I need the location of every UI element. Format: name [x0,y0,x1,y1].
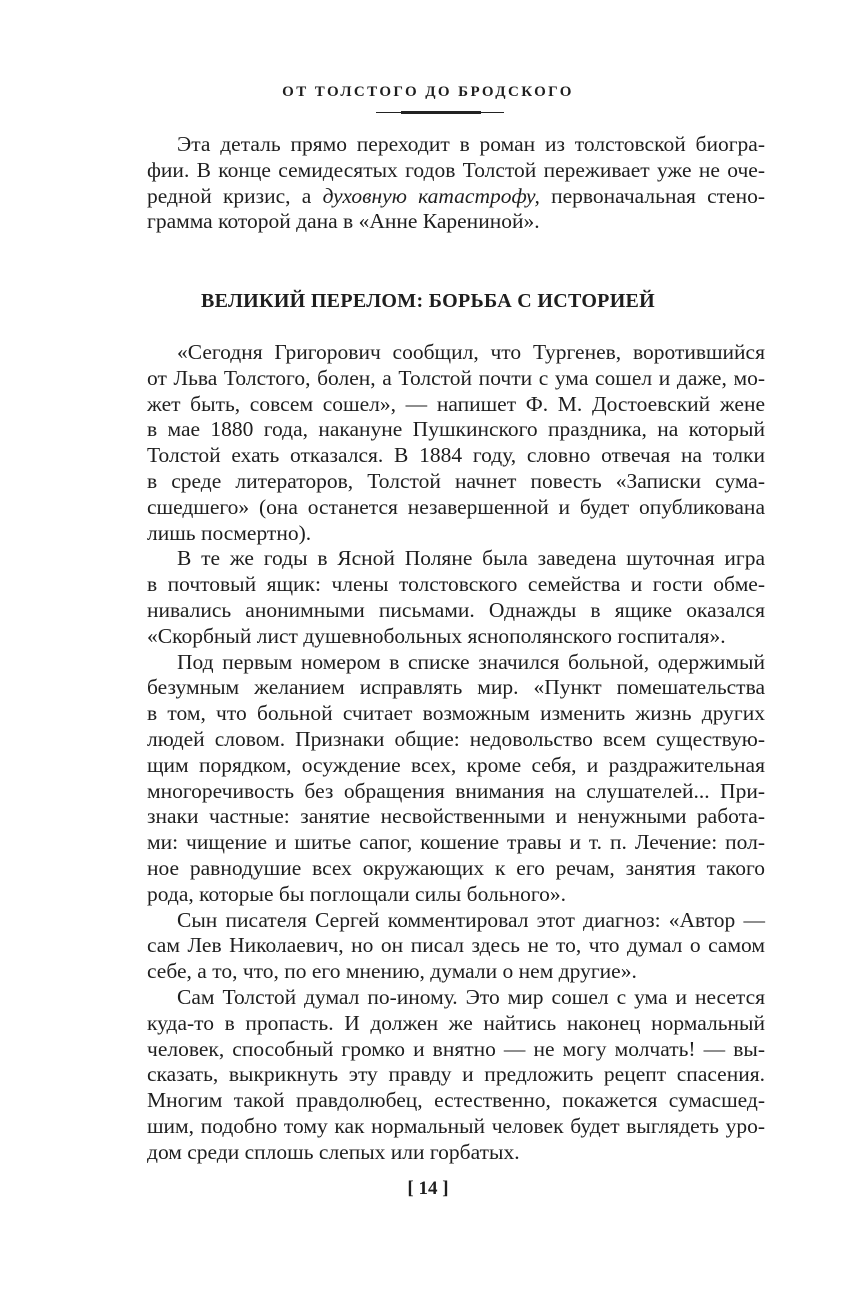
text-line: сказать, выкрикнуть эту правду и предложить рецепт спасения. [147,1062,765,1087]
text-line: сшедшего» (она останется незавершенной и будет опубликована [147,494,765,519]
text-line: сам Лев Николаевич, но он писал здесь не то, что думал о самом [147,933,765,958]
text-line: в том, что больной считает возможным изменить жизнь других [147,701,765,726]
text-line: людей словом. Признаки общие: недовольство всем существую- [147,726,765,751]
text-line: В те же годы в Ясной Поляне была заведена шуточная игра [177,546,765,571]
text-line: лишь посмертно). [147,520,312,545]
text-line: Многим такой правдолюбец, естественно, покажется сумасшед- [147,1088,765,1113]
text-line: «Скорбный лист душевнобольных яснополянского госпиталя». [147,623,726,648]
text-line: жет быть, совсем сошел», — напишет Ф. М. Достоевский жене [147,391,765,416]
running-head: ОТ ТОЛСТОГО ДО БРОДСКОГО [282,84,574,100]
page-number: [ 14 ] [407,1178,449,1199]
text-line: в среде литераторов, Толстой начнет повесть «Записки сума- [147,468,765,493]
header-rule-accent [401,111,481,114]
text-span: первоначальная стено- [539,183,766,208]
text-line: грамма которой дана в «Анне Карениной». [147,209,540,234]
text-line: ное равнодушие всех окружающих к его речам, занятия такого [147,855,765,880]
section-heading: ВЕЛИКИЙ ПЕРЕЛОМ: БОРЬБА С ИСТОРИЕЙ [200,290,656,312]
text-line: ми: чищение и шитье сапог, кошение травы и т. п. Лечение: пол- [147,830,765,855]
text-line: щим порядком, осуждение всех, кроме себя, и раздражительная [147,752,765,777]
text-line: Сам Толстой думал по-иному. Это мир сошел с ума и несется [177,984,765,1009]
text-line: себе, а то, что, по его мнению, думали о нем другие». [147,959,637,984]
text-line: Эта деталь прямо переходит в роман из толстовской биогра- [177,132,765,156]
intro-paragraph [147,132,765,235]
text-line: многоречивость без обращения внимания на слушателей... При- [147,778,765,803]
text-line: Толстой ехать отказался. В 1884 году, словно отвечая на толки [147,443,765,468]
text-line: Сын писателя Сергей комментировал этот диагноз: «Автор — [177,907,765,932]
text-line: «Сегодня Григорович сообщил, что Тургенев, воротившийся [177,340,765,364]
body-text [147,340,765,1166]
text-line: куда-то в пропасть. И должен же найтись наконец нормальный [147,1010,765,1035]
text-line: безумным желанием исправлять мир. «Пункт помешательства [147,675,765,700]
text-line [147,184,765,210]
paragraph [147,546,765,649]
text-span: редной кризис, а [147,183,323,208]
text-line: нивались анонимными письмами. Однажды в ящике оказался [147,597,765,622]
text-line: шим, подобно тому как нормальный человек будет выглядеть уро- [147,1113,765,1138]
paragraph [147,340,765,546]
text-line: Под первым номером в списке значился больной, одержимый [177,649,765,674]
paragraph [147,650,765,908]
text-line: от Льва Толстого, болен, а Толстой почти с ума сошел и даже, мо- [147,365,765,390]
text-line: человек, способный громко и внятно — не могу молчать! — вы- [147,1036,765,1061]
paragraph [147,985,765,1166]
text-line: фии. В конце семидесятых годов Толстой переживает уже не оче- [147,157,765,182]
text-line: в почтовый ящик: члены толстовского семейства и гости обме- [147,572,765,597]
text-line: знаки частные: занятие несвойственными и ненужными работа- [147,804,765,829]
text-line: в мае 1880 года, накануне Пушкинского праздника, на который [147,417,765,442]
paragraph [147,908,765,985]
text-line: рода, которые бы поглощали силы больного». [147,881,566,906]
italic-emphasis: духовную катастрофу, [322,183,540,208]
text-line: дом среди сплошь слепых или горбатых. [147,1139,520,1164]
